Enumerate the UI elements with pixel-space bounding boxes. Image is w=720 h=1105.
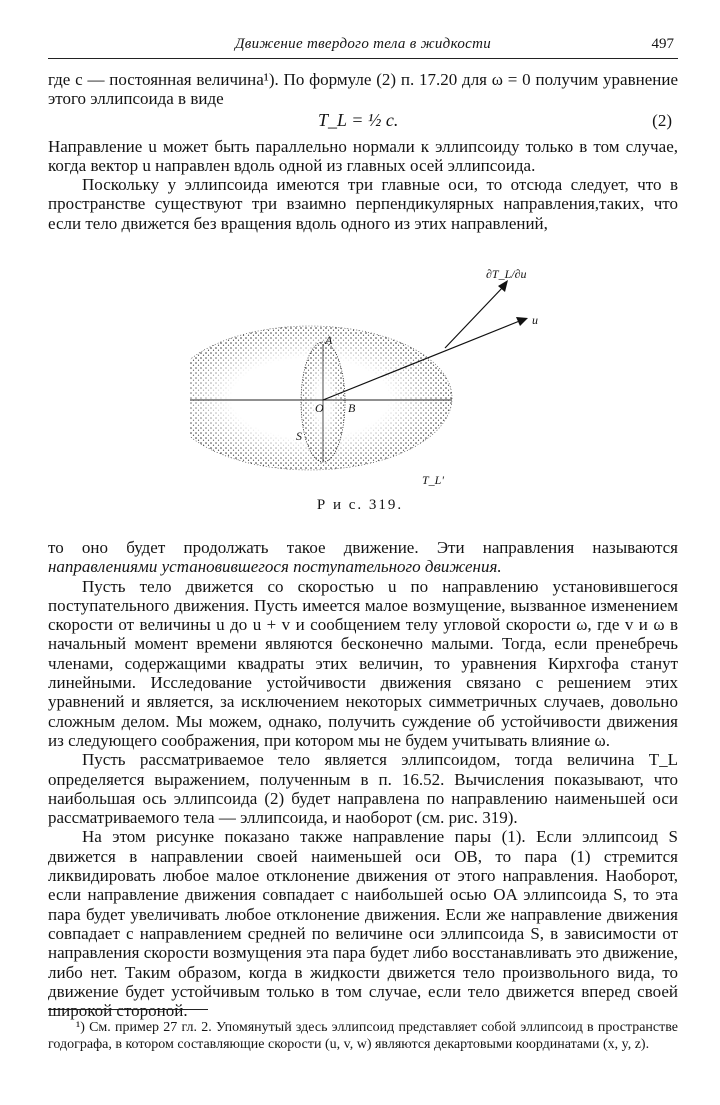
- label-b: B: [348, 401, 356, 415]
- footnote: ¹) См. пример 27 гл. 2. Упомянутый здесь эллипсоид представляет собой эллипсоид в пространстве годографа, в котором составляющие скорости (u, v, w) являются декартовыми координатами (x, y, z).: [48, 1020, 678, 1052]
- paragraph-three-axes: Поскольку у эллипсоида имеются три главные оси, то отсюда следует, что в пространстве существуют три взаимно перпендикулярных направления,таких, что если тело движется без вращения вдоль одного из этих направлений,: [48, 175, 678, 233]
- label-u: u: [532, 313, 538, 327]
- directions-term: направлениями установившегося поступательного движения.: [48, 557, 502, 577]
- equation-formula: T_L = ½ c.: [318, 109, 399, 130]
- running-head: [48, 32, 678, 59]
- label-grad: ∂T_L/∂u: [486, 267, 527, 281]
- paragraph-directions: [48, 538, 678, 577]
- paragraph-couple: На этом рисунке показано также направление пары (1). Если эллипсоид S движется в направлении своей наименьшей оси OB, то пара (1) стремится ликвидировать любое малое отклонение движения от этого направления. Наоборот, если направление движения совпадает с наибольшей осью OA эллипсоида S, то эта пара будет увеличивать любое отклонение движения. Если же направление движения совпадает с направлением средней по величине оси эллипсоида S, в зависимости от направления скорости возмущения эта пара будет либо восстанавливать это движение, либо нет. Таким образом, когда в жидкости движется тело произвольного вида, то движение будет устойчивым только в том случае, если тело движется вперед своей широкой стороной.: [48, 827, 678, 1021]
- label-s: S: [296, 429, 302, 443]
- page-number: 497: [651, 36, 674, 52]
- equation-number: (2): [652, 110, 672, 130]
- label-tl: T_L': [422, 473, 444, 487]
- label-o: O: [315, 401, 324, 415]
- paragraph-normal-direction: Направление u может быть параллельно нормали к эллипсоиду только в том случае, когда вектор u направлен вдоль одной из главных осей эллипсоида.: [48, 136, 678, 175]
- paragraph-ellipsoid-body: Пусть рассматриваемое тело является эллипсоидом, тогда величина T_L определяется выражением, полученным в п. 16.52. Вычисления показывают, что наибольшая ось эллипсоида (2) будет направлена по направлению наименьшей оси рассматриваемого тела — эллипсоида, и наоборот (см. рис. 319).: [48, 750, 678, 828]
- bottom-text-block: [48, 538, 678, 1020]
- figure-319: [190, 262, 550, 502]
- equation-2: [48, 109, 678, 137]
- paragraph-stability: Пусть тело движется со скоростью u по направлению установившегося поступательного движения. Пусть имеется малое возмущение, вызванное изменением скорости от величины u до u + v и сообщением телу угловой скорости ω, где v и ω в начальный момент времени являются бесконечно малыми. Тогда, если пренебречь членами, содержащими квадраты этих величин, то уравнения Кирхгофа станут линейными. Исследование устойчивости движения связано с решением этих уравнений и является, за исключением некоторых симметричных случаев, довольно сложным делом. Мы можем, однако, получить суждение об устойчивости движения из следующего соображения, при котором мы не будем учитывать влияние ω.: [48, 576, 678, 750]
- top-text-block: [48, 70, 678, 233]
- label-a: A: [325, 333, 333, 347]
- footnote-rule: [48, 1009, 208, 1010]
- ellipsoid-diagram: [190, 262, 550, 502]
- directions-text: то оно будет продолжать такое движение. Эти направления называются: [48, 538, 678, 557]
- paragraph-intro: где c — постоянная величина¹). По формуле (2) п. 17.20 для ω = 0 получим уравнение этого эллипсоида в виде: [48, 70, 678, 109]
- running-title: Движение твердого тела в жидкости: [234, 36, 492, 52]
- figure-caption: Р и с. 319.: [316, 497, 404, 513]
